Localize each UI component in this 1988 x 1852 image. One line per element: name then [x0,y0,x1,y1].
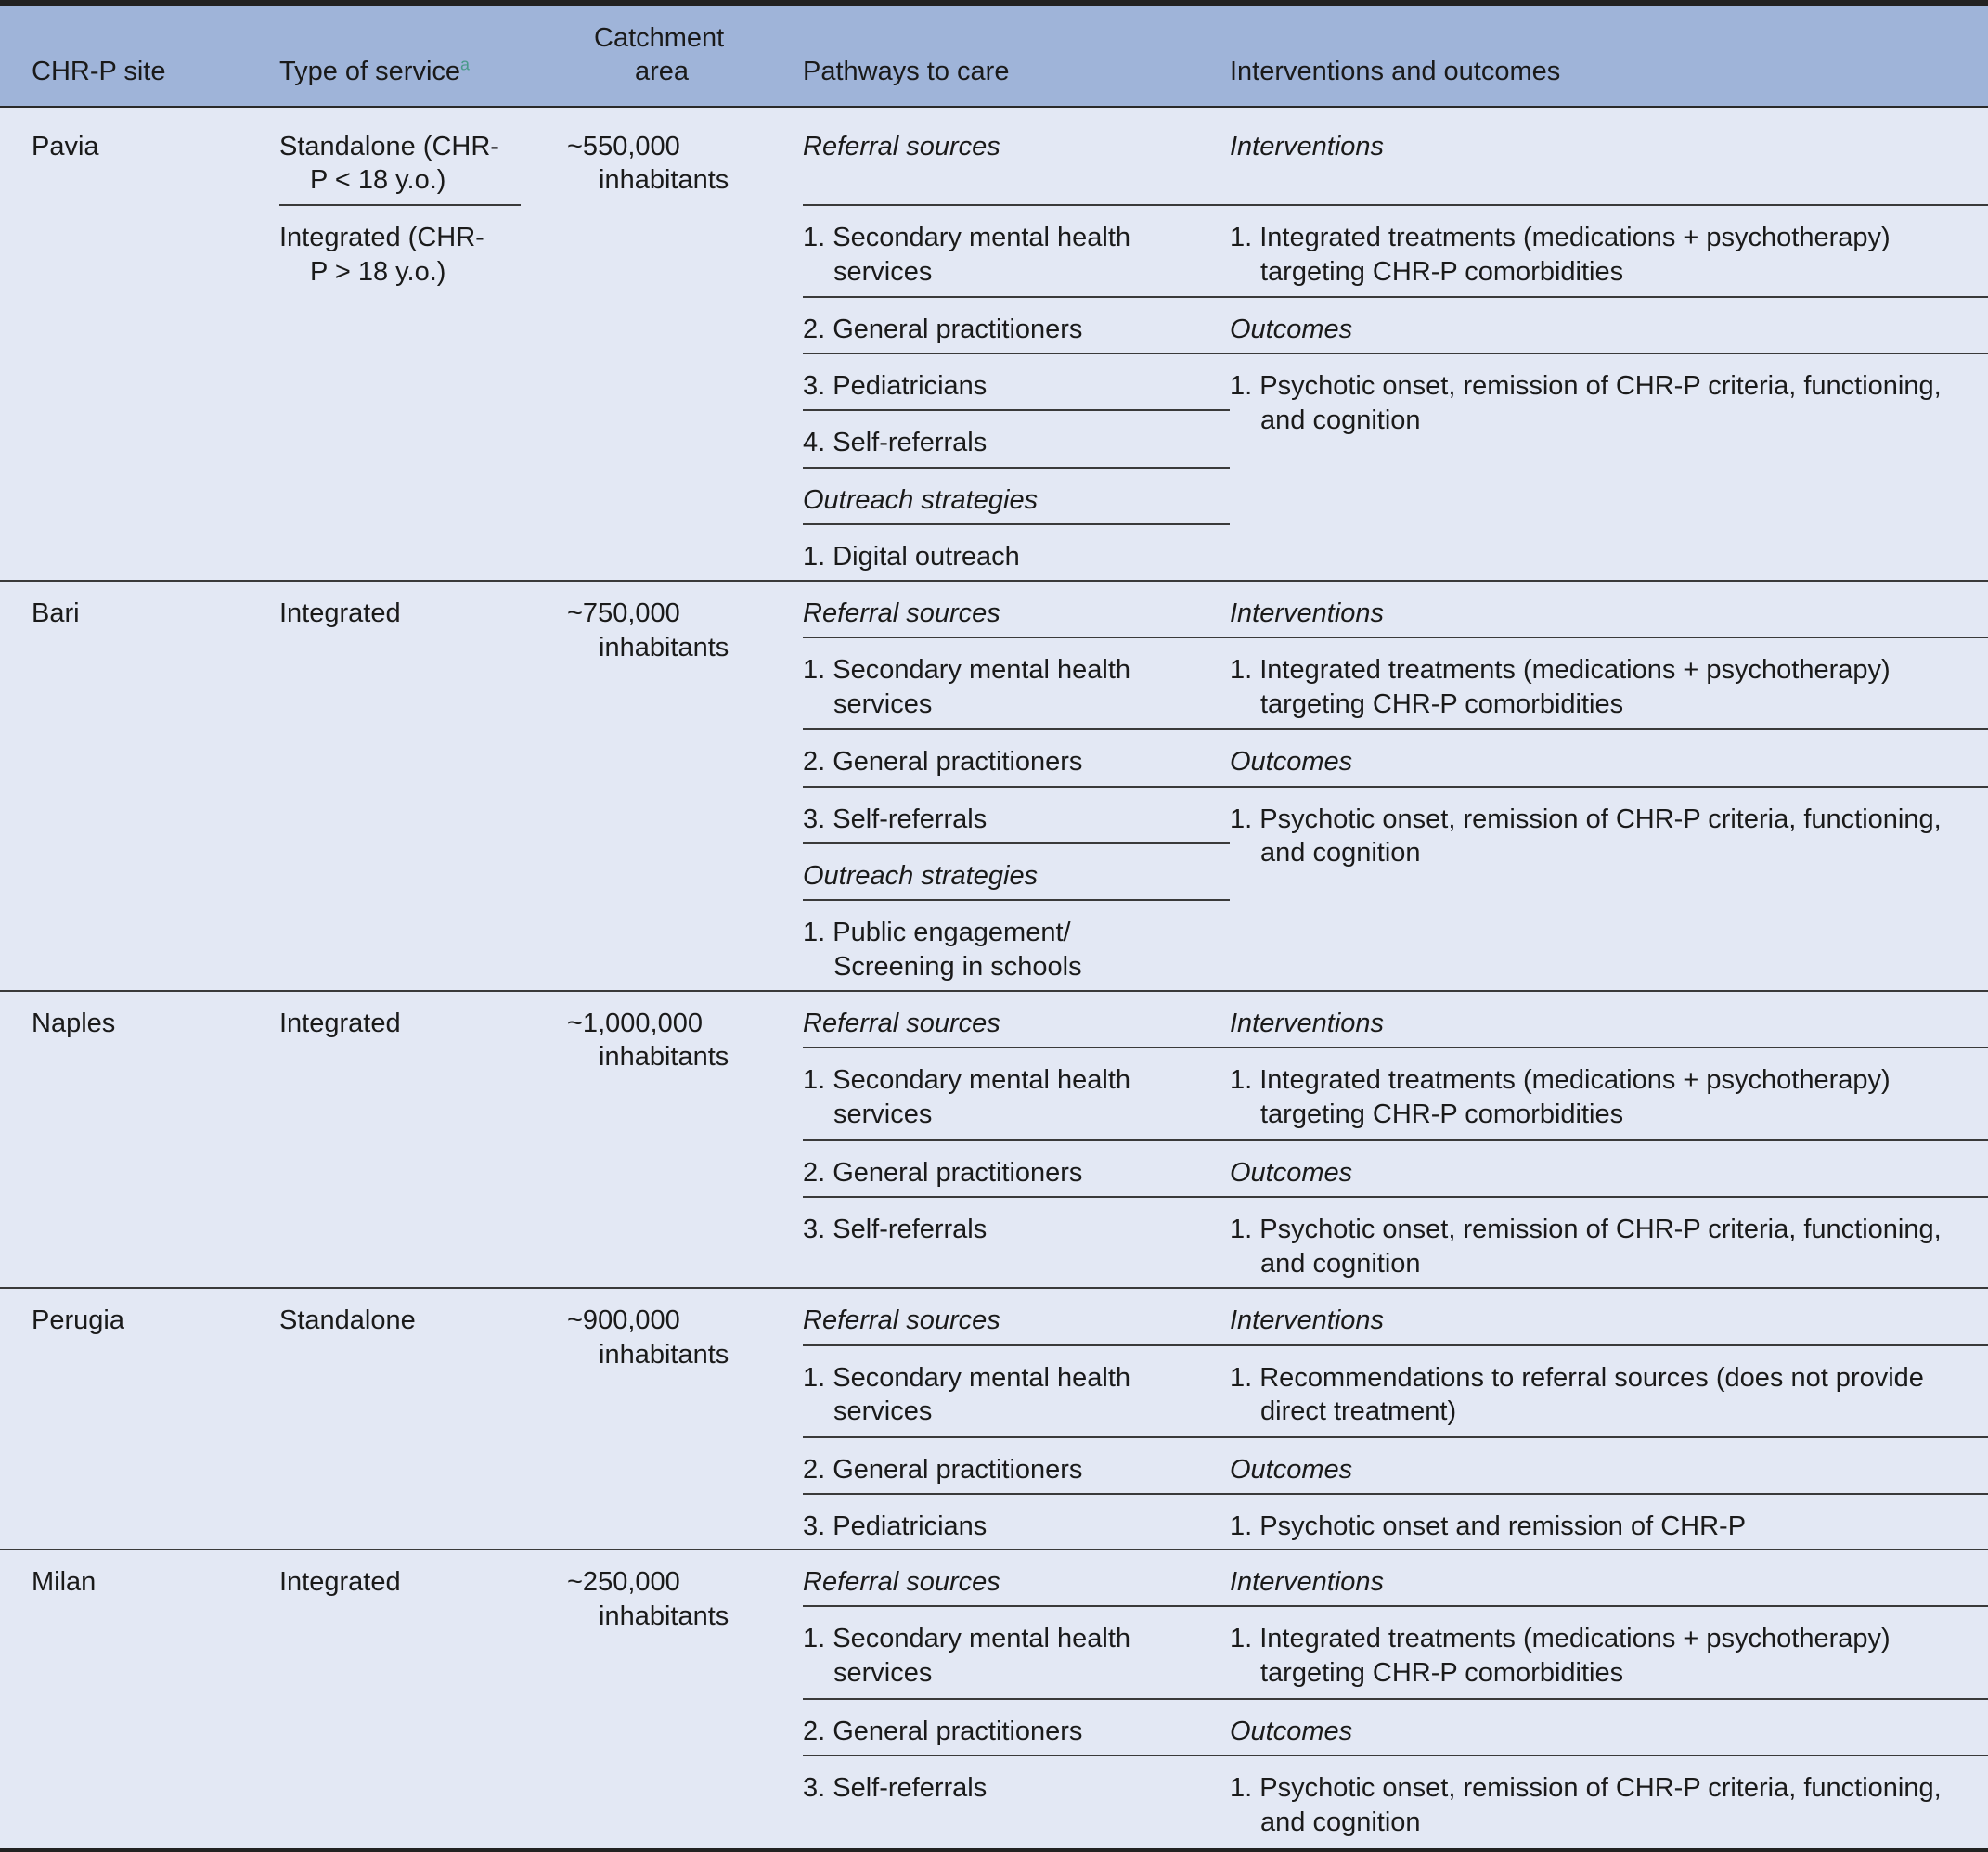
outcomes-heading: Outcomes [1230,1455,1353,1485]
catchment-unit: inhabitants [599,165,729,195]
site-name: Naples [32,1009,116,1038]
interventions-heading: Interventions [1230,1009,1385,1038]
list-item: and cognition [1260,405,1421,435]
service-type-line: Integrated [279,1567,401,1597]
list-item: 1. Integrated treatments (medications + psychotherapy) [1230,1065,1891,1095]
list-item: 3. Pediatricians [803,371,988,401]
list-item: services [833,1658,933,1688]
site-name: Perugia [32,1305,124,1335]
service-type-line: Standalone (CHR- [279,132,499,161]
cell-divider [279,204,521,206]
list-item: 1. Secondary mental health [803,655,1131,685]
list-item: 1. Psychotic onset, remission of CHR-P criteria, functioning, [1230,1773,1942,1803]
site-name: Pavia [32,132,99,161]
cell-divider [803,1755,1988,1756]
list-item: 1. Psychotic onset and remission of CHR-P [1230,1511,1747,1541]
header-site: CHR-P site [32,57,166,86]
cell-divider [803,353,1988,354]
list-item: 2. General practitioners [803,1717,1083,1746]
list-item: and cognition [1260,1249,1421,1279]
cell-divider [803,1698,1988,1700]
interventions-heading: Interventions [1230,132,1385,161]
service-type-line: Standalone [279,1305,416,1335]
catchment-unit: inhabitants [599,1042,729,1072]
cell-divider [803,1436,1988,1438]
interventions-heading: Interventions [1230,1567,1385,1597]
cell-divider [803,1344,1988,1346]
catchment-population: ~1,000,000 [567,1009,703,1038]
list-item: and cognition [1260,838,1421,868]
list-item: 3. Self-referrals [803,1215,988,1244]
referral-sources-heading: Referral sources [803,1305,1000,1335]
catchment-unit: inhabitants [599,633,729,662]
header-catchment-line2: area [635,57,690,86]
referral-sources-heading: Referral sources [803,598,1000,628]
catchment-unit: inhabitants [599,1340,729,1370]
row-divider [0,1287,1988,1289]
cell-divider [803,1196,1988,1198]
cell-divider [803,842,1230,844]
table-bottom-rule [0,1848,1988,1852]
list-item: services [833,689,933,719]
list-item: 1. Recommendations to referral sources (does not provide [1230,1363,1924,1393]
row-divider [0,1549,1988,1550]
row-divider [0,990,1988,992]
cell-divider [803,1139,1988,1141]
interventions-heading: Interventions [1230,598,1385,628]
cell-divider [803,728,1988,730]
cell-divider [803,786,1988,788]
list-item: 1. Psychotic onset, remission of CHR-P criteria, functioning, [1230,1215,1942,1244]
service-type-line: Integrated [279,598,401,628]
site-name: Bari [32,598,80,628]
outcomes-heading: Outcomes [1230,747,1353,777]
catchment-unit: inhabitants [599,1601,729,1631]
list-item: 2. General practitioners [803,1158,1083,1188]
list-item: 1. Integrated treatments (medications + psychotherapy) [1230,1624,1891,1653]
header-pathways: Pathways to care [803,57,1010,86]
list-item: 1. Public engagement/ [803,918,1071,947]
header-type-label: Type of service [279,57,461,86]
header-catchment-line1: Catchment [594,23,725,53]
outcomes-heading: Outcomes [1230,1158,1353,1188]
row-divider [0,580,1988,582]
cell-divider [803,1047,1988,1048]
list-item: services [833,257,933,287]
list-item: 2. General practitioners [803,1455,1083,1485]
list-item: 1. Secondary mental health [803,1065,1131,1095]
list-item: 3. Self-referrals [803,804,988,834]
list-item: 3. Self-referrals [803,1773,988,1803]
list-item: targeting CHR-P comorbidities [1260,1100,1624,1129]
cell-divider [803,523,1230,525]
catchment-population: ~750,000 [567,598,680,628]
list-item: 1. Integrated treatments (medications + psychotherapy) [1230,223,1891,252]
service-type-line: P > 18 y.o.) [310,257,446,287]
list-item: 1. Integrated treatments (medications + psychotherapy) [1230,655,1891,685]
site-name: Milan [32,1567,97,1597]
outreach-heading: Outreach strategies [803,485,1039,515]
list-item: 1. Secondary mental health [803,1624,1131,1653]
list-item: 4. Self-referrals [803,428,988,457]
cell-divider [803,899,1230,901]
list-item: 1. Secondary mental health [803,1363,1131,1393]
list-item: and cognition [1260,1807,1421,1837]
header-interventions: Interventions and outcomes [1230,57,1561,86]
interventions-heading: Interventions [1230,1305,1385,1335]
list-item: targeting CHR-P comorbidities [1260,257,1624,287]
cell-divider [803,296,1988,298]
referral-sources-heading: Referral sources [803,1009,1000,1038]
list-item: Screening in schools [833,952,1082,982]
list-item: direct treatment) [1260,1396,1457,1426]
cell-divider [803,409,1230,411]
cell-divider [803,204,1988,206]
service-type-line: Integrated [279,1009,401,1038]
catchment-population: ~900,000 [567,1305,680,1335]
cell-divider [803,467,1230,469]
cell-divider [803,1493,1988,1495]
list-item: 1. Secondary mental health [803,223,1131,252]
outcomes-heading: Outcomes [1230,315,1353,344]
catchment-population: ~550,000 [567,132,680,161]
outreach-heading: Outreach strategies [803,861,1039,891]
referral-sources-heading: Referral sources [803,132,1000,161]
outcomes-heading: Outcomes [1230,1717,1353,1746]
list-item: 1. Digital outreach [803,542,1020,572]
header-type [279,55,470,89]
service-type-line: P < 18 y.o.) [310,165,446,195]
list-item: 2. General practitioners [803,315,1083,344]
list-item: 1. Psychotic onset, remission of CHR-P criteria, functioning, [1230,804,1942,834]
list-item: services [833,1396,933,1426]
list-item: targeting CHR-P comorbidities [1260,689,1624,719]
referral-sources-heading: Referral sources [803,1567,1000,1597]
list-item: 1. Psychotic onset, remission of CHR-P criteria, functioning, [1230,371,1942,401]
table-header [0,6,1988,108]
list-item: 2. General practitioners [803,747,1083,777]
list-item: targeting CHR-P comorbidities [1260,1658,1624,1688]
cell-divider [803,1605,1988,1607]
service-type-line: Integrated (CHR- [279,223,484,252]
list-item: 3. Pediatricians [803,1511,988,1541]
catchment-population: ~250,000 [567,1567,680,1597]
header-type-footnote: a [460,55,471,74]
list-item: services [833,1100,933,1129]
cell-divider [803,637,1988,638]
